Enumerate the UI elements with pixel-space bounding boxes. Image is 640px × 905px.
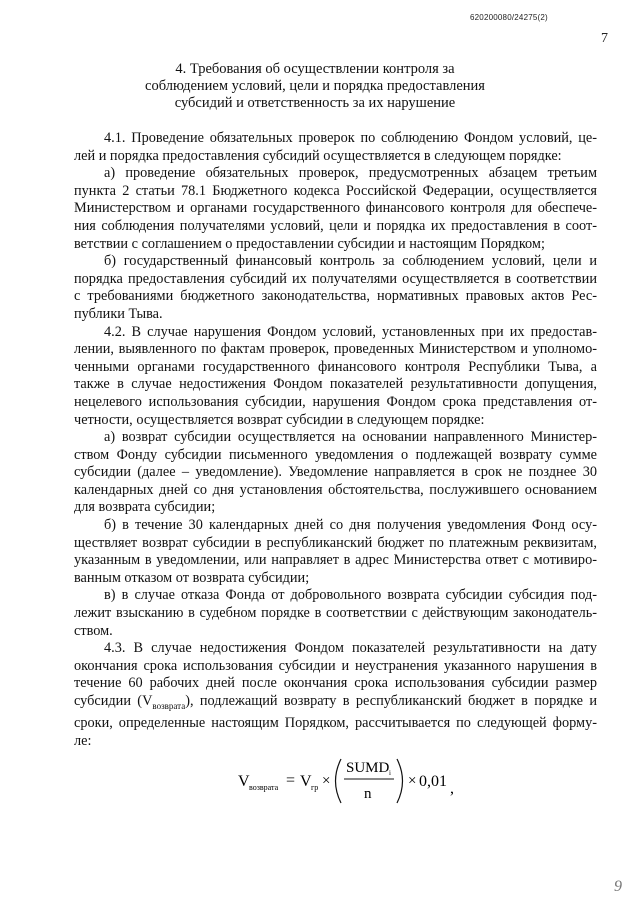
text-line: порядка предоставления субсидий их получателями осуществляется в соответствии <box>74 270 597 287</box>
text-line: лежит взысканию в судебном порядке в соответствии с действующим законодатель- <box>74 605 597 622</box>
paragraph <box>74 429 597 517</box>
text-line: публики Тыва. <box>74 305 163 322</box>
formula-denominator: n <box>364 786 372 802</box>
text-line: с требованиями бюджетного законодательства, нормативных правовых актов Рес- <box>74 288 597 305</box>
formula-numerator-subscript: i <box>389 769 391 777</box>
formula <box>238 751 458 811</box>
formula-right-paren <box>397 759 403 803</box>
text-line: также в случае недостижения Фондом показателей результативности допущения, <box>74 376 597 393</box>
text-line: ченными органами государственного финансового контроля Республики Тыва, а <box>74 358 597 375</box>
formula-times-2: × <box>408 773 417 789</box>
text-line: Министерством и органами государственного финансового контроля для обеспече- <box>74 200 597 217</box>
section-title <box>90 61 540 112</box>
text-line: 4.1. Проведение обязательных проверок по соблюдению Фондом условий, це- <box>104 130 597 146</box>
paragraph <box>74 130 597 165</box>
text-line: лей и порядка предоставления субсидий осуществляется в следующем порядке: <box>74 147 562 164</box>
formula-times-1: × <box>322 773 331 789</box>
paragraph <box>74 587 597 640</box>
text-line: 4.2. В случае нарушения Фондом условий, установленных при их предостав- <box>104 323 597 340</box>
document-code: 620200080/24275(2) <box>470 13 548 22</box>
formula-numerator: SUMD <box>346 760 390 776</box>
paragraph <box>74 324 597 430</box>
paragraph <box>74 165 597 253</box>
text-line: а) возврат субсидии осуществляется на основании направленного Министер- <box>104 429 597 446</box>
formula-equals: = <box>286 772 296 789</box>
section-title-line: 4. Требования об осуществлении контроля за <box>175 61 455 77</box>
text-line: ванным отказом от возврата субсидии; <box>74 569 310 586</box>
text-line: в) в случае отказа Фонда от добровольного возврата субсидии субсидия под- <box>104 587 597 604</box>
text-line: ством. <box>74 622 113 639</box>
handwritten-page-mark: 9 <box>614 878 622 895</box>
formula-trailing-comma: , <box>450 780 454 797</box>
formula-coefficient: 0,01 <box>419 773 447 790</box>
page-number: 7 <box>601 31 608 46</box>
paragraph <box>74 253 597 323</box>
text-line: ством Фонду субсидии письменного уведомления о подлежащей возврату сумме <box>74 446 597 463</box>
text-line: сроки, определенные настоящим Порядком, рассчитывается по следующей форму- <box>74 715 597 732</box>
text-line: 4.3. В случае недостижения Фондом показателей результативности на дату <box>104 640 597 657</box>
text-line: ния соблюдения получателями условий, цели и порядка их предоставления в соот- <box>74 217 597 234</box>
formula-lhs-symbol: V <box>238 773 250 790</box>
section-title-line: соблюдением условий, цели и порядка предоставления <box>145 78 485 94</box>
formula-left-paren <box>336 759 342 803</box>
formula-rhs-subscript: гр <box>311 783 319 792</box>
text-line: ле: <box>74 733 92 750</box>
text-line: субсидии (далее – уведомление). Уведомление направляется в срок не позднее 30 <box>74 464 597 481</box>
text-line: ществляет возврат субсидии в республиканский бюджет по платежным реквизитам, <box>74 534 597 551</box>
text-line: для возврата субсидии; <box>74 499 216 516</box>
subscript: возврата <box>152 700 186 711</box>
text-line: четности, осуществляется возврат субсидии в следующем порядке: <box>74 411 485 428</box>
text-line: субсидии $(V_{возврата})$, подлежащий возврату в республиканский бюджет в порядке и <box>74 693 597 711</box>
formula-rhs-symbol: V <box>300 773 312 790</box>
text-line: окончания срока использования субсидии и неустранения указанного нарушения в <box>74 657 597 674</box>
text-line: а) проведение обязательных проверок, предусмотренных абзацем третьим <box>104 165 597 182</box>
text-line: нецелевого использования субсидии, нарушения Фондом срока представления от- <box>74 393 597 410</box>
text-line: б) государственный финансовый контроль за соблюдением условий, цели и <box>104 253 597 270</box>
text-line: пункта 2 статьи 78.1 Бюджетного кодекса Российской Федерации, осуществляется <box>74 182 597 199</box>
text-line: календарных дней со дня установления обстоятельства, послужившего основанием <box>74 481 597 498</box>
document-body <box>74 130 597 751</box>
text-line: течение 60 рабочих дней после окончания срока использования субсидии размер <box>74 675 597 692</box>
text-line: ветствии с соглашением о предоставлении субсидии и настоящим Порядком; <box>74 235 545 252</box>
text-line: лении, выявленного по фактам проверок, проведенных Министерством и уполномо- <box>74 341 597 358</box>
section-title-line: субсидий и ответственность за их нарушение <box>174 95 456 111</box>
text-line: указанным в уведомлении, или направляет в адрес Министерства ответ с мотивиро- <box>74 552 597 569</box>
text-line: б) в течение 30 календарных дней со дня получения уведомления Фонд осу- <box>104 517 597 534</box>
paragraph <box>74 517 597 587</box>
formula-lhs-subscript: возврата <box>249 783 279 792</box>
paragraph <box>74 640 597 750</box>
